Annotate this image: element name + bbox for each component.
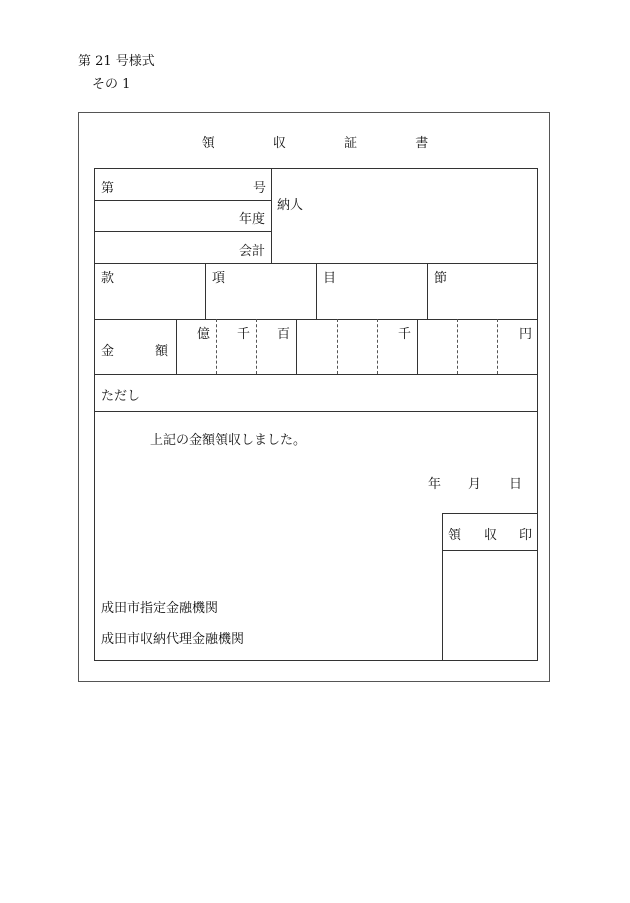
form-sub-number: その 1 bbox=[92, 77, 131, 92]
row-divider bbox=[95, 319, 537, 320]
receipt-title bbox=[0, 132, 630, 151]
digit-divider bbox=[296, 319, 297, 374]
unit-oku: 億 bbox=[197, 327, 211, 342]
col-divider bbox=[176, 319, 177, 374]
receipt-statement: 上記の金額領収しました。 bbox=[150, 433, 307, 448]
unit-sen: 千 bbox=[237, 327, 251, 342]
stamp-char: 収 bbox=[484, 528, 498, 543]
budget-kan-label: 款 bbox=[101, 271, 115, 286]
col-divider bbox=[271, 169, 272, 263]
designated-institution: 成田市指定金融機関 bbox=[101, 601, 219, 616]
unit-yen: 円 bbox=[519, 327, 533, 342]
budget-moku-label: 目 bbox=[323, 271, 337, 286]
budget-setsu-label: 節 bbox=[434, 271, 448, 286]
row-divider bbox=[95, 200, 272, 201]
stamp-box-left bbox=[442, 513, 443, 661]
title-char: 収 bbox=[272, 136, 286, 151]
digit-divider bbox=[256, 319, 257, 374]
stamp-box-divider bbox=[442, 550, 537, 551]
digit-divider bbox=[417, 319, 418, 374]
unit-hyaku: 百 bbox=[277, 327, 291, 342]
row-divider bbox=[95, 231, 272, 232]
digit-divider bbox=[216, 319, 217, 374]
digit-divider bbox=[457, 319, 458, 374]
budget-kou-label: 項 bbox=[212, 271, 226, 286]
number-prefix: 第 bbox=[101, 181, 115, 196]
stamp-char: 印 bbox=[519, 528, 533, 543]
col-divider bbox=[316, 263, 317, 319]
digit-divider bbox=[337, 319, 338, 374]
month-label: 月 bbox=[468, 477, 482, 492]
number-suffix: 号 bbox=[253, 181, 267, 196]
day-label: 日 bbox=[509, 477, 523, 492]
form-number: 第 21 号様式 bbox=[78, 54, 155, 69]
digit-divider bbox=[497, 319, 498, 374]
fiscal-year-label: 年度 bbox=[239, 212, 266, 227]
col-divider bbox=[427, 263, 428, 319]
amount-label-a: 金 bbox=[101, 344, 115, 359]
row-divider bbox=[95, 374, 537, 375]
account-label: 会計 bbox=[239, 244, 266, 259]
amount-label-b: 額 bbox=[155, 344, 169, 359]
stamp-char: 領 bbox=[448, 528, 462, 543]
title-char: 書 bbox=[415, 136, 429, 151]
title-char: 証 bbox=[344, 136, 358, 151]
collection-agent-institution: 成田市収納代理金融機関 bbox=[101, 632, 245, 647]
payer-label: 納人 bbox=[277, 198, 304, 213]
year-label: 年 bbox=[428, 477, 442, 492]
tadashi-label: ただし bbox=[101, 389, 141, 404]
unit-sen-2: 千 bbox=[398, 327, 412, 342]
row-divider bbox=[95, 411, 537, 412]
stamp-box-top bbox=[442, 513, 537, 514]
receipt-table bbox=[94, 168, 538, 661]
col-divider bbox=[205, 263, 206, 319]
title-char: 領 bbox=[201, 136, 215, 151]
digit-divider bbox=[377, 319, 378, 374]
